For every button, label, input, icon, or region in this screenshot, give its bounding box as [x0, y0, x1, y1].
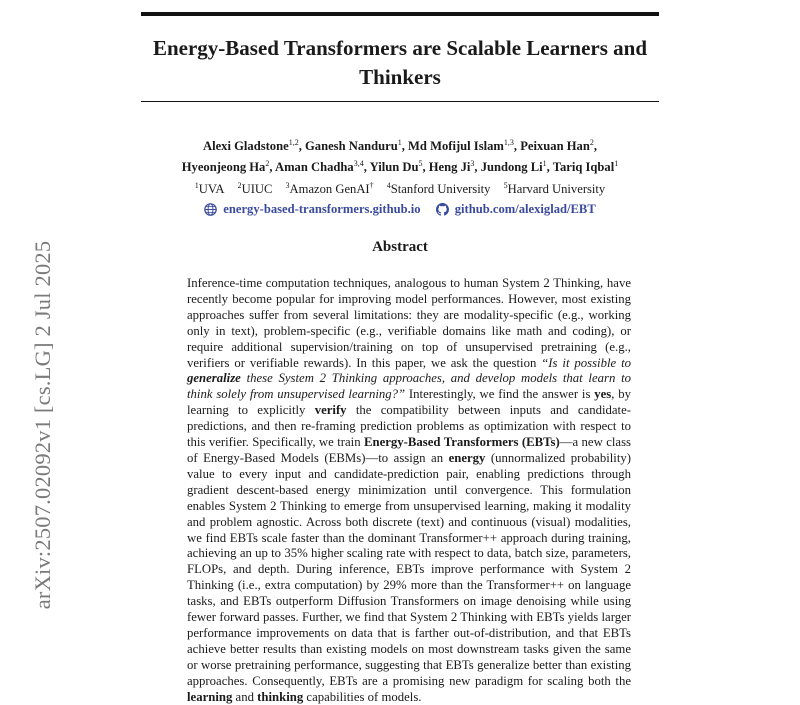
- author-separator: ,: [474, 160, 481, 174]
- author-affil-sup: 3,4: [353, 159, 364, 168]
- author-name: Jundong Li: [480, 160, 543, 174]
- affiliation: [387, 182, 491, 196]
- author-name: Hyeonjeong Ha: [181, 160, 266, 174]
- affiliation-number: 3: [285, 181, 290, 190]
- abstract-text: Interestingly, we find the answer is: [405, 387, 595, 402]
- author-separator: ,: [546, 160, 553, 174]
- abstract-emphasis: yes: [594, 387, 612, 402]
- affiliation: [238, 182, 273, 196]
- abstract-text: and: [232, 689, 258, 704]
- affiliation-name: Harvard University: [507, 182, 606, 196]
- author-name: Ganesh Nanduru: [305, 139, 398, 153]
- globe-icon: [204, 203, 217, 216]
- affiliation: [504, 182, 606, 196]
- abstract-text: (unnormalized probability) value to every input and candidate-prediction pair, enabling predictions through gradient descent-based energy minimization until convergence. This formulation enables System 2 Thinking to emerge from unsupervised learning, making it modality and problem agnostic. Across both discrete (text) and continuous (visual) modalities, we find EBTs scale faster than the dominant Transformer++ approach during training, achieving an up to 35% higher scaling rate with respect to data, batch size, parameters, FLOPs, and depth. During inference, EBTs improve performance with System 2 Thinking (i.e., extra computation) by 29% more than the Transformer++ on language tasks, and EBTs outperform Diffusion Transformers on image denoising while using fewer forward passes. Further, we find that System 2 Thinking with EBTs yields larger performance improvements on data that is farther out-of-distribution, and that EBTs achieve better results than existing models on most downstream tasks given the same or worse pretraining performance, suggesting that EBTs generalize better than existing approaches. Consequently, EBTs are a promising new paradigm for scaling both the: [187, 450, 631, 688]
- affiliation-number: 5: [503, 181, 508, 190]
- affiliation-name: UIUC: [241, 182, 273, 196]
- author-name: Tariq Iqbal: [552, 160, 615, 174]
- affiliation-number: 1: [194, 181, 199, 190]
- author-affil-sup: 5: [418, 159, 423, 168]
- arxiv-stamp: arXiv:2507.02092v1 [cs.LG] 2 Jul 2025: [30, 240, 55, 610]
- abstract-emphasis: learning: [187, 689, 233, 704]
- abstract-text: these System 2 Thinking approaches, and develop models that learn to think solely from unsupervised learning?”: [187, 371, 631, 402]
- author-separator: ,: [363, 160, 370, 174]
- affiliation-name: UVA: [198, 182, 225, 196]
- author-affil-sup: 1,2: [288, 138, 299, 147]
- affiliation: [195, 182, 225, 196]
- author-affil-sup: 1: [397, 138, 402, 147]
- title-top-rule: [141, 12, 659, 16]
- author-affil-sup: 1: [614, 159, 619, 168]
- author-affil-sup: 1,3: [503, 138, 514, 147]
- author-affil-sup: 1: [542, 159, 547, 168]
- project-links: [150, 200, 650, 221]
- abstract-text: “Is it possible to: [541, 355, 631, 370]
- github-link[interactable]: [436, 200, 596, 218]
- author-list: [170, 134, 630, 176]
- author-name: Alexi Gladstone: [202, 139, 289, 153]
- abstract-emphasis: thinking: [257, 689, 304, 704]
- author-name: Md Mofijul Islam: [408, 139, 504, 153]
- author-name: Peixuan Han: [520, 139, 590, 153]
- abstract-text: the compatibility between inputs and candidate-predictions, and then re-framing prediction problems as optimization with respect to this verifier. Specifically, we train: [187, 403, 631, 450]
- abstract-emphasis: energy: [448, 450, 486, 465]
- abstract-text: , by learning to explicitly: [187, 387, 631, 418]
- paper-title: Energy-Based Transformers are Scalable Learners and Thinkers: [152, 36, 648, 89]
- author-separator: ,: [422, 160, 429, 174]
- abstract-text: —a new class of Energy-Based Models (EBMs)—to assign an: [187, 435, 632, 465]
- abstract-emphasis: verify: [314, 403, 347, 418]
- website-link[interactable]: [204, 200, 420, 218]
- author-name: Yilun Du: [369, 160, 419, 174]
- affiliation-name: Stanford University: [390, 182, 491, 196]
- affiliation: [286, 182, 374, 196]
- affiliation-name: Amazon GenAI: [289, 182, 370, 196]
- author-separator: ,: [298, 139, 305, 153]
- github-link-text[interactable]: github.com/alexiglad/EBT: [454, 202, 596, 216]
- title-bottom-rule: [141, 101, 659, 102]
- author-separator: ,: [593, 139, 597, 153]
- abstract-heading: Abstract: [372, 239, 428, 255]
- github-icon: [436, 203, 449, 216]
- abstract-text: capabilities of models.: [303, 689, 422, 704]
- author-separator: ,: [513, 139, 521, 153]
- affiliation-number: 2: [237, 181, 242, 190]
- abstract-emphasis: Energy-Based Transformers (EBTs): [364, 435, 560, 450]
- author-separator: ,: [269, 160, 275, 174]
- author-affil-sup: 3: [470, 159, 475, 168]
- website-link-text[interactable]: energy-based-transformers.github.io: [223, 202, 421, 216]
- abstract-body: [187, 276, 631, 705]
- author-name: Heng Ji: [428, 160, 471, 174]
- affiliation-list: [150, 178, 650, 197]
- dagger-mark: †: [369, 181, 374, 190]
- affiliation-number: 4: [386, 181, 391, 190]
- author-name: Aman Chadha: [274, 160, 354, 174]
- author-affil-sup: 2: [589, 138, 594, 147]
- abstract-text: Inference-time computation techniques, analogous to human System 2 Thinking, have recently become popular for improving model performances. However, most existing approaches suffer from several limitations: they are modality-specific (e.g., working only in text), problem-specific (e.g., verifiable domains like math and coding), or require additional supervision/training on top of unsupervised pretraining (e.g., verifiers or verifiable rewards). In this paper, we ask the question: [187, 276, 631, 370]
- author-affil-sup: 2: [265, 159, 270, 168]
- abstract-emphasis: generalize: [187, 371, 241, 386]
- author-separator: ,: [401, 139, 409, 153]
